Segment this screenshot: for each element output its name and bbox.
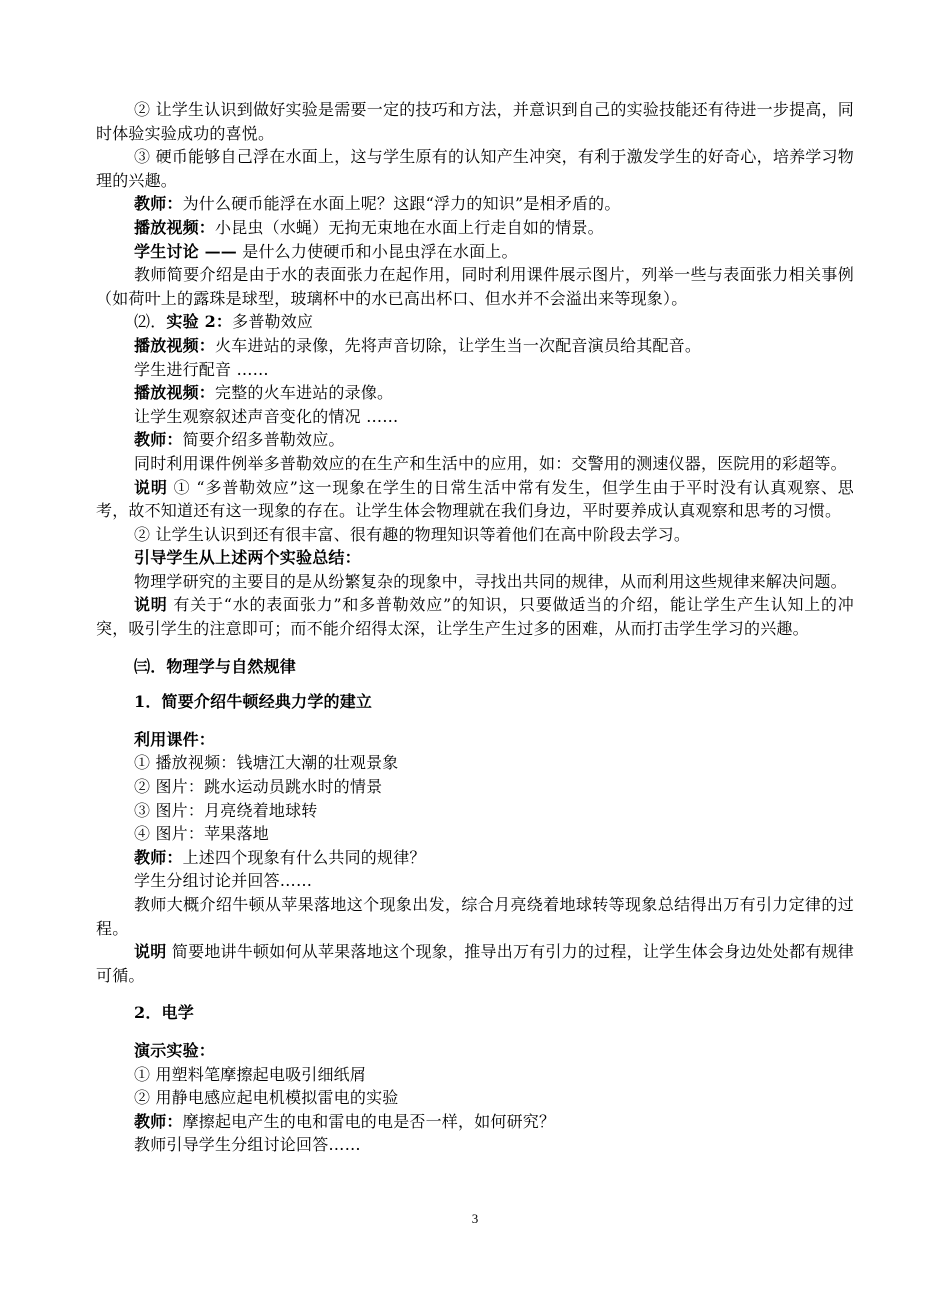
note-label: 说明 bbox=[134, 477, 168, 497]
spacer bbox=[96, 678, 854, 690]
paragraph bbox=[96, 240, 854, 264]
note-label: 说明 bbox=[134, 942, 167, 962]
paragraph bbox=[96, 593, 854, 640]
paragraph: ② 让学生认识到做好实验是需要一定的技巧和方法，并意识到自己的实验技能还有待进一步提高，同时体验实验成功的喜悦。 bbox=[96, 100, 854, 143]
paragraph: 同时利用课件例举多普勒效应的在生产和生活中的应用，如：交警用的测速仪器，医院用的彩超等。 bbox=[134, 453, 847, 473]
list-item: ③ 图片：月亮绕着地球转 bbox=[134, 800, 318, 820]
paragraph bbox=[96, 940, 854, 987]
spacer bbox=[96, 641, 854, 655]
subsection-heading: 2．电学 bbox=[134, 1003, 194, 1023]
section-heading: ㈢．物理学与自然规律 bbox=[134, 656, 297, 676]
paragraph-text: 完整的火车进站的录像。 bbox=[215, 383, 394, 403]
paragraph: 学生分组讨论并回答…… bbox=[134, 871, 313, 891]
paragraph-text: 火车进站的录像，先将声音切除，让学生当一次配音演员给其配音。 bbox=[215, 335, 702, 355]
spacer bbox=[96, 987, 854, 1001]
paragraph: 教师引导学生分组讨论回答…… bbox=[134, 1135, 361, 1155]
list-item: ④ 图片：苹果落地 bbox=[134, 824, 269, 844]
spacer bbox=[96, 714, 854, 728]
note-label: 说明 bbox=[134, 595, 168, 615]
list-item: ① 用塑料笔摩擦起电吸引细纸屑 bbox=[134, 1064, 367, 1084]
paragraph: 利用课件： bbox=[134, 729, 216, 749]
speaker-label: 教师： bbox=[134, 430, 183, 450]
paragraph-text: 是什么力使硬币和小昆虫浮在水面上。 bbox=[236, 241, 518, 261]
paragraph: 教师大概介绍牛顿从苹果落地这个现象出发，综合月亮绕着地球转等现象总结得出万有引力定律的过程。 bbox=[96, 895, 854, 938]
speaker-label: 教师： bbox=[134, 194, 183, 214]
list-item: ② 图片：跳水运动员跳水时的情景 bbox=[134, 777, 383, 797]
paragraph-text: 多普勒效应 bbox=[232, 312, 314, 332]
paragraph: 物理学研究的主要目的是从纷繁复杂的现象中，寻找出共同的规律，从而利用这些规律来解决问题。 bbox=[134, 571, 847, 591]
paragraph bbox=[96, 1110, 854, 1134]
discussion-label: 学生讨论 —— bbox=[134, 241, 237, 261]
list-item: ① 播放视频：钱塘江大潮的壮观景象 bbox=[134, 753, 399, 773]
paragraph bbox=[96, 381, 854, 405]
speaker-label: 教师： bbox=[134, 1111, 183, 1131]
paragraph bbox=[96, 216, 854, 240]
paragraph bbox=[96, 476, 854, 523]
paragraph bbox=[96, 846, 854, 870]
paragraph-text: 简要介绍多普勒效应。 bbox=[182, 430, 345, 450]
paragraph-text: ① “多普勒效应”这一现象在学生的日常生活中常有发生，但学生由于平时没有认真观察、思考，故不知道还有这一现象的存在。让学生体会物理就在我们身边，平时要养成认真观察和思考的习惯。 bbox=[96, 477, 854, 521]
video-label: 播放视频： bbox=[134, 217, 216, 237]
paragraph bbox=[96, 428, 854, 452]
video-label: 播放视频： bbox=[134, 335, 216, 355]
paragraph bbox=[96, 334, 854, 358]
list-item: ② 用静电感应起电机模拟雷电的实验 bbox=[134, 1088, 399, 1108]
page-number: 3 bbox=[471, 1211, 479, 1226]
video-label: 播放视频： bbox=[134, 383, 216, 403]
subsection-heading: 1．简要介绍牛顿经典力学的建立 bbox=[134, 692, 373, 712]
paragraph: ③ 硬币能够自己浮在水面上，这与学生原有的认知产生冲突，有利于激发学生的好奇心，培养学习物理的兴趣。 bbox=[96, 147, 854, 190]
paragraph bbox=[96, 310, 854, 334]
paragraph bbox=[96, 192, 854, 216]
spacer bbox=[96, 1025, 854, 1039]
paragraph-text: 上述四个现象有什么共同的规律？ bbox=[182, 847, 426, 867]
paragraph-text: 简要地讲牛顿如何从苹果落地这个现象，推导出万有引力的过程，让学生体会身边处处都有规律可循。 bbox=[96, 942, 855, 985]
experiment-label: 实验 2： bbox=[166, 312, 233, 332]
paragraph-text: 有关于“水的表面张力”和多普勒效应”的知识，只要做适当的介绍，能让学生产生认知上的冲突，吸引学生的注意即可；而不能介绍得太深，让学生产生过多的困难，从而打击学生学习的兴趣。 bbox=[96, 595, 854, 639]
paragraph-text: 小昆虫（水蝇）无拘无束地在水面上行走自如的情景。 bbox=[215, 217, 604, 237]
page-body bbox=[96, 98, 854, 1157]
paragraph: 让学生观察叙述声音变化的情况 …… bbox=[134, 406, 399, 426]
item-number: ⑵． bbox=[134, 312, 167, 332]
paragraph-text: 摩擦起电产生的电和雷电的电是否一样，如何研究？ bbox=[182, 1111, 556, 1131]
speaker-label: 教师： bbox=[134, 847, 183, 867]
paragraph: ② 让学生认识到还有很丰富、很有趣的物理知识等着他们在高中阶段去学习。 bbox=[134, 524, 691, 544]
paragraph: 演示实验： bbox=[134, 1040, 216, 1060]
paragraph: 引导学生从上述两个实验总结： bbox=[134, 548, 361, 568]
paragraph: 教师简要介绍是由于水的表面张力在起作用，同时利用课件展示图片，列举一些与表面张力相关事例（如荷叶上的露珠是球型，玻璃杯中的水已高出杯口、但水并不会溢出来等现象）。 bbox=[96, 265, 854, 308]
paragraph-text: 为什么硬币能浮在水面上呢？这跟“浮力的知识”是相矛盾的。 bbox=[182, 194, 621, 214]
paragraph: 学生进行配音 …… bbox=[134, 359, 269, 379]
